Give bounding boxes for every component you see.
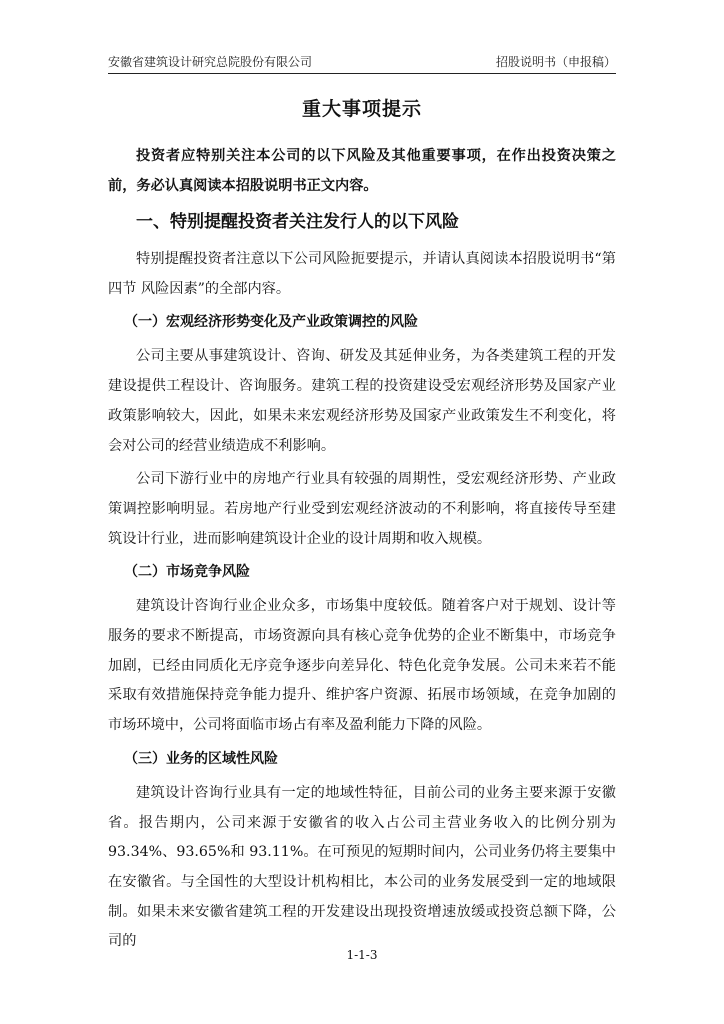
page-number: 1-1-3 xyxy=(346,948,378,962)
subsection-heading-regional-risk: （三）业务的区域性风险 xyxy=(124,750,278,767)
header-company-name: 安徽省建筑设计研究总院股份有限公司 xyxy=(108,55,313,69)
page-footer xyxy=(0,948,724,962)
lead-notice: 投资者应特别关注本公司的以下风险及其他重要事项，在作出投资决策之前，务必认真阅读本招股说明书正文内容。 xyxy=(108,148,616,194)
subsection-heading-macro-risk: （一）宏观经济形势变化及产业政策调控的风险 xyxy=(124,314,418,331)
subsection-heading-competition-risk: （二）市场竞争风险 xyxy=(124,564,250,581)
paragraph: 建筑设计咨询行业企业众多，市场集中度较低。随着客户对于规划、设计等服务的要求不断提高，市场资源向具有核心竞争优势的企业不断集中，市场竞争加剧，已经由同质化无序竞争逐步向差异化、特色化竞争发展。公司未来若不能采取有效措施保持竞争能力提升、维护客户资源、拓展市场领域，在竞争加剧的市场环境中，公司将面临市场占有率及盈利能力下降的风险。 xyxy=(108,598,616,734)
paragraph: 公司主要从事建筑设计、咨询、研发及其延伸业务，为各类建筑工程的开发建设提供工程设计、咨询服务。建筑工程的投资建设受宏观经济形势及国家产业政策影响较大，因此，如果未来宏观经济形势及国家产业政策发生不利变化，将会对公司的经营业绩造成不利影响。 xyxy=(108,348,616,454)
header-document-type: 招股说明书（申报稿） xyxy=(495,55,616,69)
paragraph: 建筑设计咨询行业具有一定的地域性特征，目前公司的业务主要来源于安徽省。报告期内，公司来源于安徽省的收入占公司主营业务收入的比例分别为93.34%、93.65%和 93.11%。在可预见的短期时间内，公司业务仍将主要集中在安徽省。与全国性的大型设计机构相比，本公司的业务发展受到一定的地域限制。如果未来安徽省建筑工程的开发建设出现投资增速放缓或投资总额下降，公司的 xyxy=(108,784,616,950)
section-heading: 一、特别提醒投资者关注发行人的以下风险 xyxy=(136,212,459,232)
page-content xyxy=(108,94,616,961)
document-title: 重大事项提示 xyxy=(301,98,422,120)
section-intro: 特别提醒投资者注意以下公司风险扼要提示，并请认真阅读本招股说明书“第四节 风险因素”的全部内容。 xyxy=(108,251,616,297)
paragraph: 公司下游行业中的房地产行业具有较强的周期性，受宏观经济形势、产业政策调控影响明显。若房地产行业受到宏观经济波动的不利影响，将直接传导至建筑设计行业，进而影响建筑设计企业的设计周期和收入规模。 xyxy=(108,471,616,547)
page-header xyxy=(108,48,616,74)
